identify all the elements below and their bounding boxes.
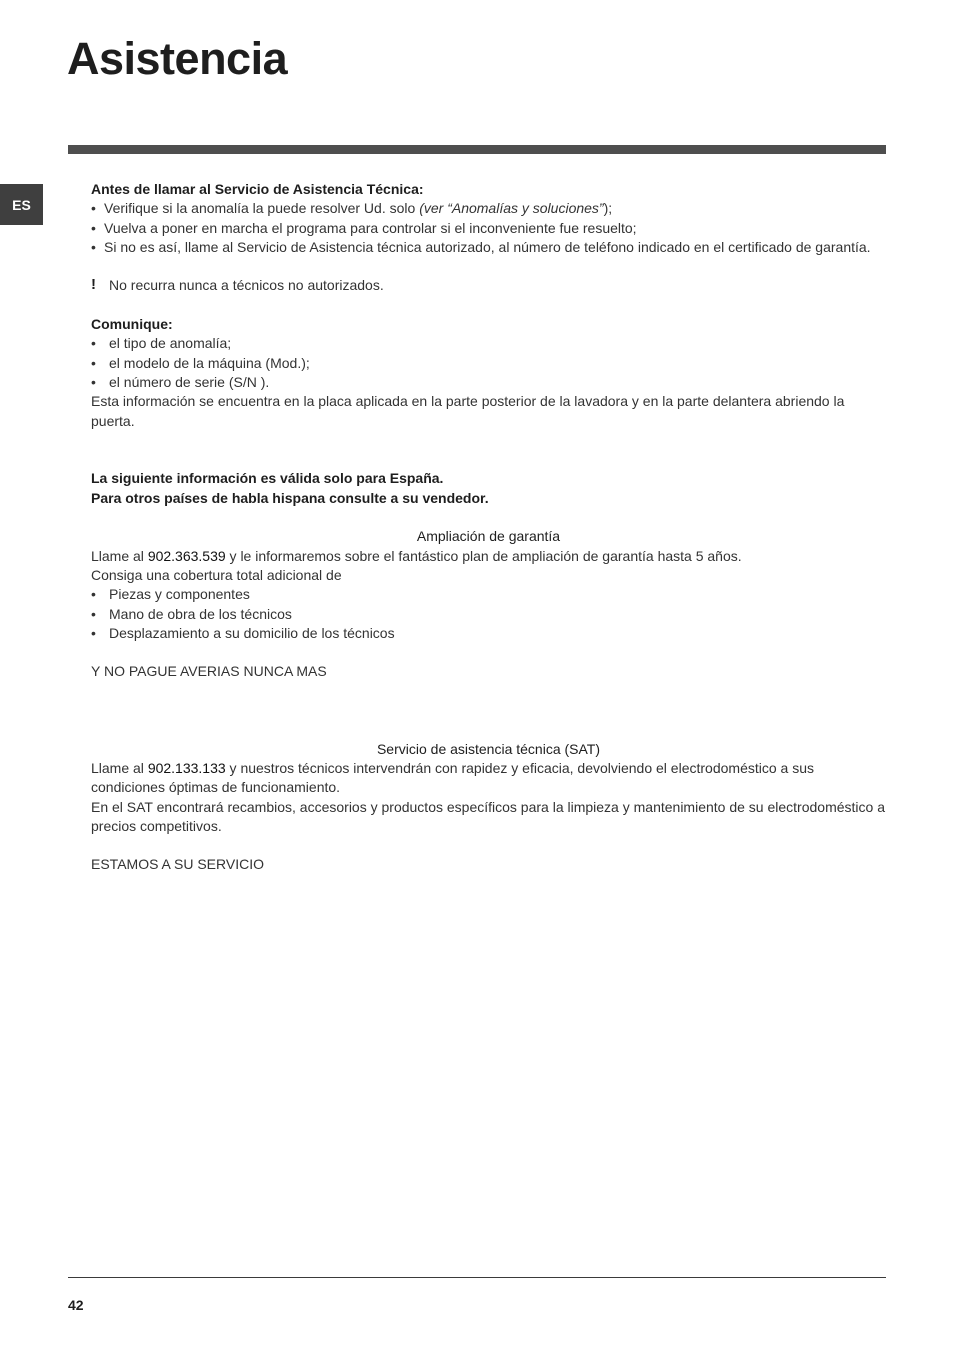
warranty-title: Ampliación de garantía	[416, 528, 561, 545]
bullet-text-end: );	[603, 200, 613, 217]
list-item: • Mano de obra de los técnicos	[91, 605, 886, 624]
list-item: • el número de serie (S/N ).	[91, 373, 886, 392]
cross-reference: (ver “Anomalías y soluciones”	[419, 200, 604, 217]
bullet-text: Verifique si la anomalía la puede resolver Ud. solo	[104, 200, 420, 217]
communicate-list	[91, 334, 886, 392]
call-suffix: y nuestros técnicos intervendrán con rapidez y eficacia, devolviendo el electrodoméstico a sus condiciones óptimas de funcionamiento.	[91, 759, 814, 796]
sat-title: Servicio de asistencia técnica (SAT)	[376, 740, 601, 757]
call-prefix: Llame al	[91, 759, 148, 776]
list-item: • Piezas y componentes	[91, 585, 886, 604]
list-item: • Desplazamiento a su domicilio de los técnicos	[91, 624, 886, 643]
page-number: 42	[68, 1297, 84, 1313]
footer-divider	[68, 1277, 886, 1278]
sat-call	[91, 759, 886, 798]
section-heading-communicate: Comunique:	[91, 316, 173, 333]
sat-slogan: ESTAMOS A SU SERVICIO	[91, 856, 264, 873]
spain-notice-line1: La siguiente información es válida solo para España.	[91, 470, 444, 487]
list-item: • Si no es así, llame al Servicio de Asistencia técnica autorizado, al número de teléfono indicado en el certificado de garantía.	[91, 238, 886, 257]
page-content	[91, 180, 886, 875]
warranty-call	[91, 547, 886, 566]
list-item: • el modelo de la máquina (Mod.);	[91, 354, 886, 373]
section-heading-before-calling: Antes de llamar al Servicio de Asistencia Técnica:	[91, 181, 424, 197]
call-suffix: y le informaremos sobre el fantástico plan de ampliación de garantía hasta 5 años.	[225, 547, 742, 564]
call-prefix: Llame al	[91, 547, 148, 564]
warning-text: No recurra nunca a técnicos no autorizados.	[109, 277, 384, 294]
rating-plate-note: Esta información se encuentra en la placa aplicada en la parte posterior de la lavadora y en la parte delantera abriendo la puerta.	[91, 393, 845, 429]
header-divider	[68, 145, 886, 154]
warranty-phone-number: 902.363.539	[147, 547, 226, 564]
sat-phone-number: 902.133.133	[147, 759, 226, 776]
before-calling-list	[91, 199, 886, 257]
warranty-coverage: Consiga una cobertura total adicional de	[91, 566, 342, 583]
warning-icon: !	[91, 276, 96, 294]
list-item	[91, 199, 886, 218]
spain-notice-line2: Para otros países de habla hispana consulte a su vendedor.	[91, 489, 489, 506]
list-item: • el tipo de anomalía;	[91, 334, 886, 353]
page-title: Asistencia	[67, 33, 288, 84]
language-tab: ES	[0, 184, 43, 225]
warranty-slogan: Y NO PAGUE AVERIAS NUNCA MAS	[91, 663, 327, 680]
list-item: • Vuelva a poner en marcha el programa para controlar si el inconveniente fue resuelto;	[91, 219, 886, 238]
sat-description: En el SAT encontrará recambios, accesorios y productos específicos para la limpieza y mantenimiento de su electrodoméstico a precios competitivos.	[91, 798, 885, 834]
warning-note	[91, 276, 886, 295]
warranty-coverage-list	[91, 585, 886, 643]
